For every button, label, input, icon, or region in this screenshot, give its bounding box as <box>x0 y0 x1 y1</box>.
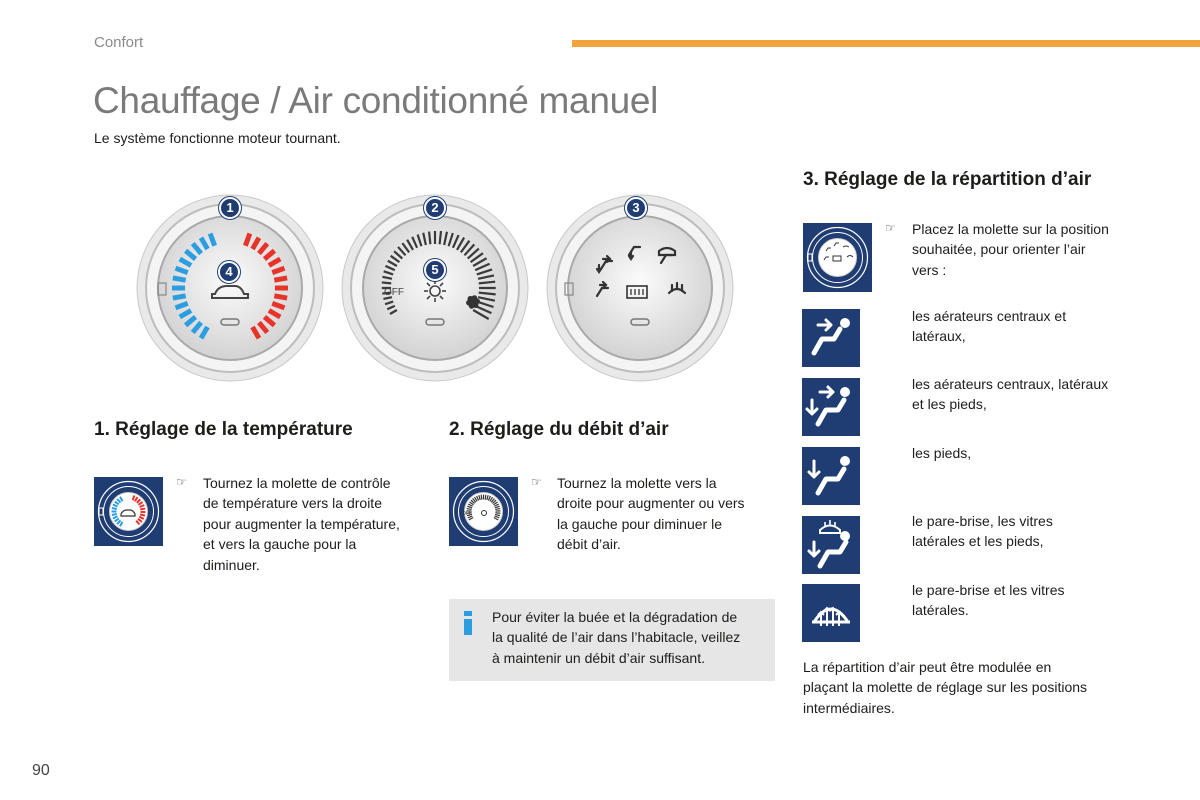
info-icon <box>462 611 474 635</box>
face-feet-icon <box>802 378 860 436</box>
option-face-vents-text: les aérateurs centraux et latéraux, <box>912 308 1067 345</box>
airflow-heading: 2. Réglage du débit d’air <box>449 419 669 440</box>
distribution-bullet-icon: ☞ <box>885 221 896 235</box>
temperature-text: Tournez la molette de contrôle de température vers la droite pour augmenter la température, et vers la gauche pour la diminuer. <box>203 475 400 573</box>
option-windscreen-feet-text: le pare-brise, les vitres latérales et les pieds, <box>912 513 1053 550</box>
distribution-dial <box>545 193 735 383</box>
airflow-bullet-icon: ☞ <box>531 475 542 489</box>
badge-3: 3 <box>625 197 647 219</box>
distribution-intro: Placez la molette sur la position souhaitée, pour orienter l’air vers : <box>912 221 1109 278</box>
intro-text: Le système fonctionne moteur tournant. <box>94 130 341 146</box>
face-vents-icon <box>802 309 860 367</box>
badge-4: 4 <box>218 261 240 283</box>
badge-2: 2 <box>424 197 446 219</box>
option-face-feet-text: les aérateurs centraux, latéraux et les pieds, <box>912 376 1109 413</box>
badge-5: 5 <box>424 259 446 281</box>
distribution-heading: 3. Réglage de la répartition d’air <box>803 169 1092 190</box>
feet-icon <box>802 447 860 505</box>
page-number: 90 <box>32 762 50 779</box>
distribution-thumbnail <box>803 223 872 292</box>
distribution-note: La répartition d’air peut être modulée en plaçant la molette de réglage sur les positions intermédiaires. <box>803 659 1088 716</box>
off-label: OFF <box>384 287 404 298</box>
airflow-dial <box>340 193 530 383</box>
windscreen-feet-icon <box>802 516 860 574</box>
header-accent-bar <box>572 40 1200 47</box>
airflow-text: Tournez la molette vers la droite pour augmenter ou vers la gauche pour diminuer le débit d’air. <box>557 475 745 553</box>
temperature-heading: 1. Réglage de la température <box>94 419 353 440</box>
temperature-bullet-icon: ☞ <box>176 475 187 489</box>
section-label: Confort <box>94 34 144 51</box>
temperature-thumbnail <box>94 477 163 546</box>
badge-1: 1 <box>219 197 241 219</box>
info-text: Pour éviter la buée et la dégradation de la qualité de l’air dans l’habitacle, veillez à maintenir un débit d’air suffisant. <box>492 609 741 666</box>
option-windscreen-text: le pare-brise et les vitres latérales. <box>912 582 1065 619</box>
page-title: Chauffage / Air conditionné manuel <box>93 80 659 121</box>
airflow-thumbnail <box>449 477 518 546</box>
option-feet-text: les pieds, <box>912 445 972 461</box>
svg-text:OFF: OFF <box>462 511 472 517</box>
windscreen-defrost-icon <box>802 584 860 642</box>
temperature-dial <box>135 193 325 383</box>
info-box <box>449 599 775 681</box>
